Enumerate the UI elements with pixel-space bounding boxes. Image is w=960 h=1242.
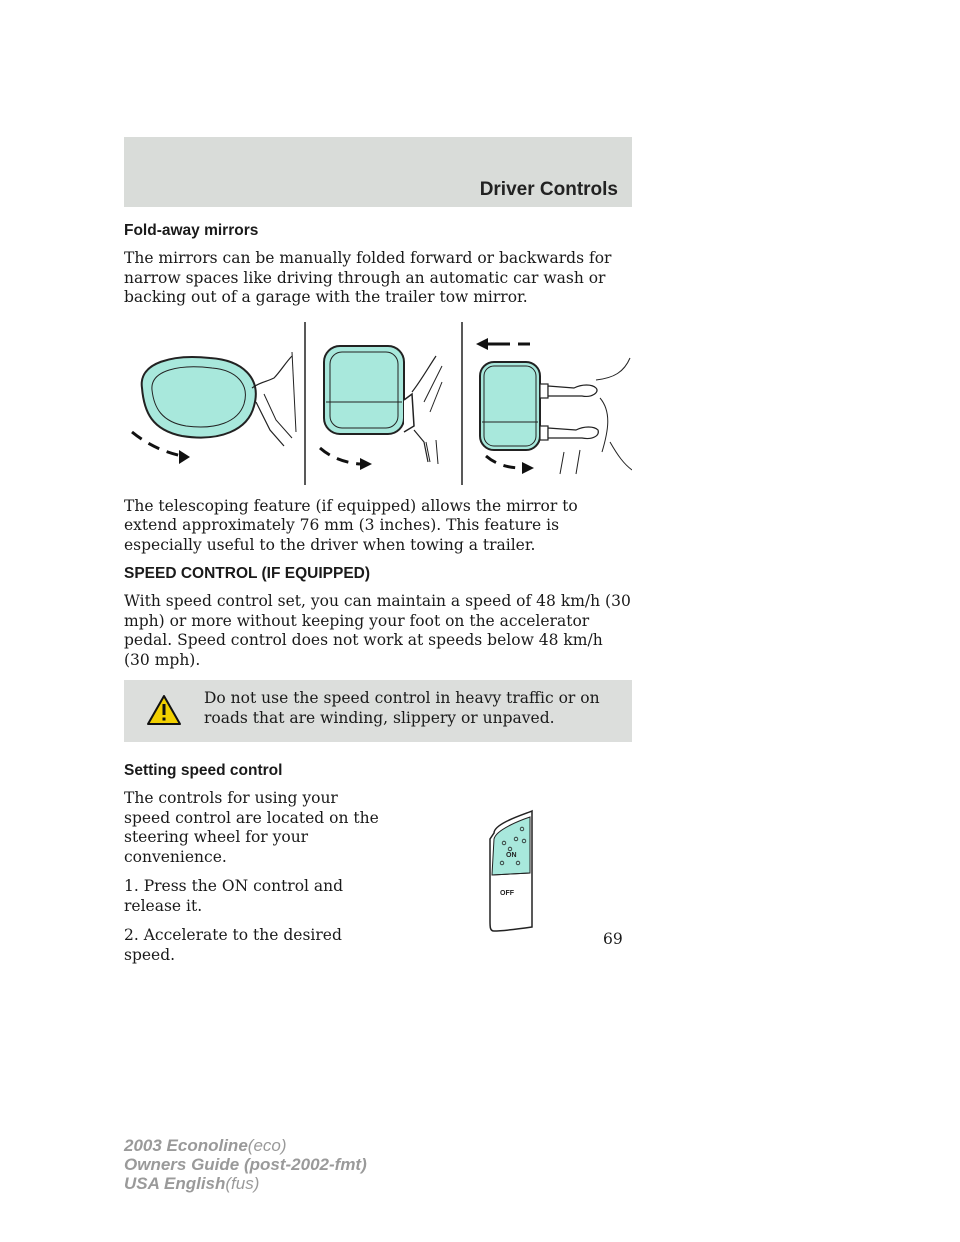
speed-control-body: With speed control set, you can maintain a speed of 48 km/h (30 mph) or more without keeping your foot on the accelerator pedal. Speed control does not work at speeds below 48 km/h (30 mph). [124, 592, 631, 669]
setting-speed-heading: Setting speed control [124, 762, 283, 779]
telescoping-body: The telescoping feature (if equipped) allows the mirror to extend approximately 76 mm (3 inches). This feature is especially useful to the driver when towing a trailer. [124, 496, 578, 554]
setting-speed-intro: The controls for using your speed control are located on the steering wheel for your convenience. [124, 789, 379, 866]
on-label: ON [506, 852, 517, 859]
header-band [124, 137, 632, 207]
footer-model: 2003 Econoline [124, 1136, 248, 1155]
footer [124, 1136, 367, 1193]
step-1: 1. Press the ON control and release it. [124, 877, 344, 915]
footer-language-code: (fus) [225, 1174, 260, 1193]
mirror-panel-2 [320, 346, 442, 470]
mirror-panel-1 [132, 352, 296, 464]
page-content [124, 222, 632, 975]
warning-text: Do not use the speed control in heavy traffic or on roads that are winding, slippery or unpaved. [204, 689, 600, 727]
off-label: OFF [500, 890, 514, 897]
footer-language: USA English [124, 1174, 226, 1193]
speed-control-heading: SPEED CONTROL (IF EQUIPPED) [124, 565, 371, 582]
footer-guide: Owners Guide (post-2002-fmt) [124, 1155, 367, 1174]
footer-model-code: (eco) [247, 1136, 287, 1155]
fold-away-body: The mirrors can be manually folded forward or backwards for narrow spaces like driving through an automatic car wash or backing out of a garage with the trailer tow mirror. [124, 249, 612, 306]
warning-box [124, 680, 632, 742]
section-title: Driver Controls [479, 179, 618, 200]
page-number: 69 [603, 930, 623, 948]
mirror-panel-3 [476, 338, 632, 474]
setting-speed-section [124, 789, 632, 965]
fold-away-heading: Fold-away mirrors [124, 222, 259, 239]
warning-icon [146, 694, 182, 726]
speed-control-switch-illustration [488, 809, 536, 933]
mirror-fold-illustration [124, 322, 632, 485]
step-2: 2. Accelerate to the desired speed. [124, 926, 342, 964]
